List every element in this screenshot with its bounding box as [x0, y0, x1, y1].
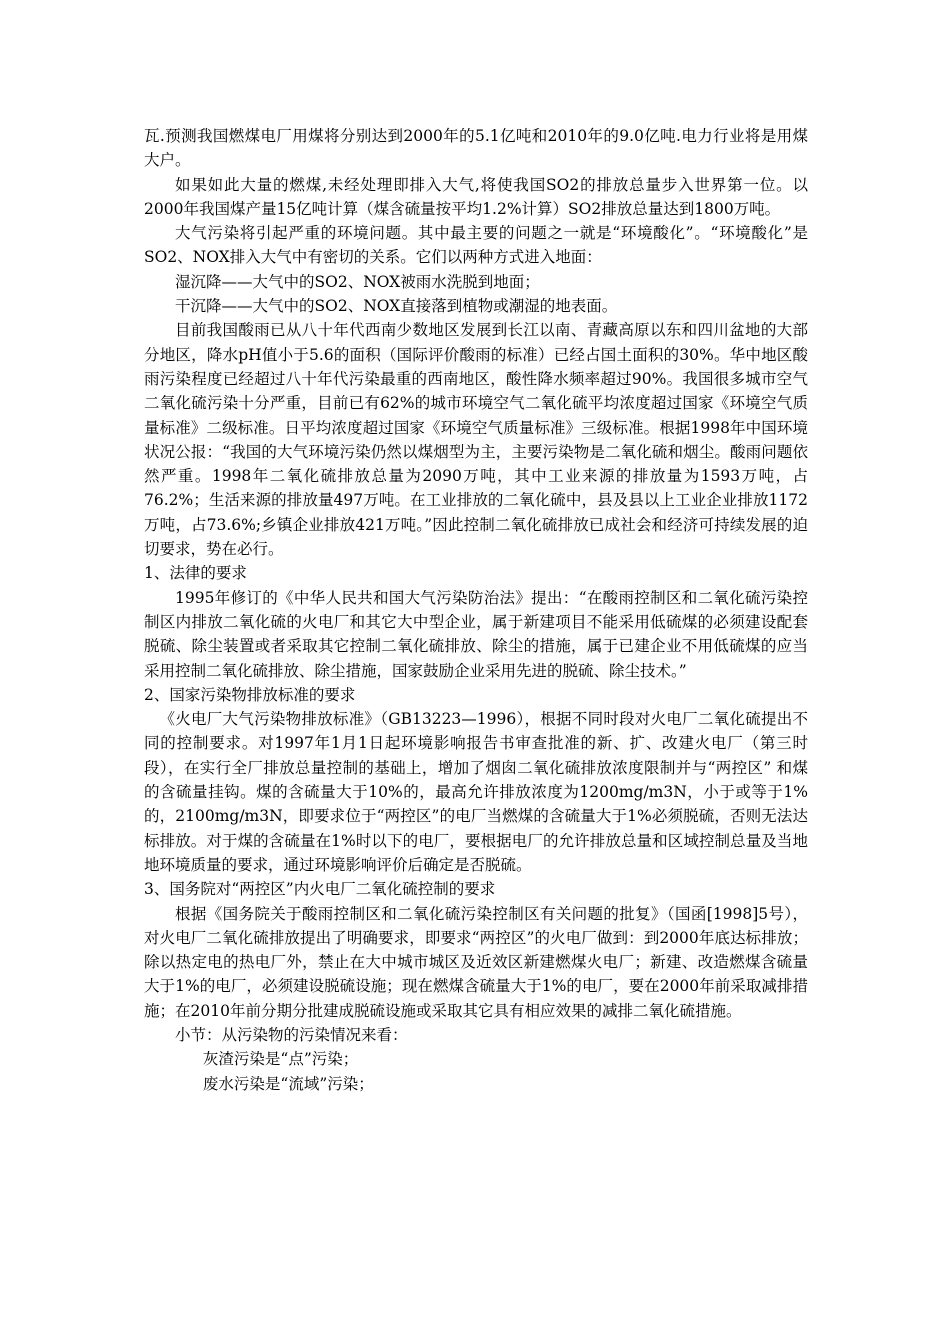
paragraph-state-council-reply: 根据《国务院关于酸雨控制区和二氧化硫污染控制区有关问题的批复》（国函[1998]5号），对火电厂二氧化硫排放提出了明确要求，即要求“两控区”的火电厂做到：到2000年底达标排放；除以热定电的热电厂外，禁止在大中城市城区及近效区新建燃煤火电厂；新建、改造燃煤含硫量大于1%的电厂，必须建设脱硫设施；现在燃煤含硫量大于1%的电厂，要在2000年前采取减排措施；在2010年前分期分批建成脱硫设施或采取其它具有相应效果的减排二氧化硫措施。 [144, 904, 808, 1020]
paragraph-acid-rain-status: 目前我国酸雨已从八十年代西南少数地区发展到长江以南、青藏高原以东和四川盆地的大部分地区，降水pH值小于5.6的面积（国际评价酸雨的标准）已经占国土面积的30%。华中地区酸雨污染程度已经超过八十年代污染最重的西南地区，酸性降水频率超过90%。我国很多城市空气二氧化硫污染十分严重，目前已有62%的城市环境空气二氧化硫平均浓度超过国家《环境空气质量标准》二级标准。日平均浓度超过国家《环境空气质量标准》三级标准。根据1998年中国环境状况公报：“我国的大气环境污染仍然以煤烟型为主，主要污染物是二氧化硫和烟尘。酸雨问题依然严重。1998年二氧化硫排放总量为2090万吨，其中工业来源的排放量为1593万吨，占76.2%；生活来源的排放量497万吨。在工业排放的二氧化硫中，县及县以上工业企业排放1172万吨，占73.6%;乡镇企业排放421万吨。”因此控制二氧化硫排放已成社会和经济可持续发展的迫切要求，势在必行。 [144, 321, 808, 559]
section-heading-legal: 1、法律的要求 [144, 564, 247, 583]
paragraph-summary-intro: 小节：从污染物的污染情况来看： [175, 1025, 408, 1044]
document-page [144, 124, 808, 1096]
paragraph-ash-pollution: 灰渣污染是“点”污染； [202, 1050, 359, 1069]
paragraph-emission-standard: 《火电厂大气污染物排放标准》（GB13223—1996），根据不同时段对火电厂二氧化硫提出不同的控制要求。对1997年1月1日起环境影响报告书审查批准的新、扩、改建火电厂（第三时段），在实行全厂排放总量控制的基础上，增加了烟囱二氧化硫排放浓度限制并与“两控区” 和煤的含硫量挂钩。煤的含硫量大于10%的，最高允许排放浓度为1200mg/m3N，小于或等于1%的，2100mg/m3N，即要求位于“两控区”的电厂当燃煤的含硫量大于1%必须脱硫，否则无法达标排放。对于煤的含硫量在1%时以下的电厂，要根据电厂的允许排放总量和区域控制总量及当地地环境质量的要求，通过环境影响评价后确定是否脱硫。 [144, 710, 808, 874]
paragraph-air-pollution-law: 1995年修订的《中华人民共和国大气污染防治法》提出：“在酸雨控制区和二氧化硫污染控制区内排放二氧化硫的火电厂和其它大中型企业，属于新建项目不能采用低硫煤的必须建设配套脱硫、除尘装置或者采取其它控制二氧化硫排放、除尘的措施，属于已建企业不用低硫煤的应当采用控制二氧化硫排放、除尘措施，国家鼓励企业采用先进的脱硫、除尘技术。” [144, 588, 808, 680]
paragraph-wet-deposition: 湿沉降——大气中的SO2、NOX被雨水洗脱到地面； [175, 272, 540, 291]
paragraph-dry-deposition: 干沉降——大气中的SO2、NOX直接落到植物或潮湿的地表面。 [175, 297, 618, 316]
paragraph-so2-emission: 如果如此大量的燃煤,未经处理即排入大气,将使我国SO2的排放总量步入世界第一位。以2000年我国煤产量15亿吨计算（煤含硫量按平均1.2%计算）SO2排放总量达到1800万吨。 [144, 175, 808, 218]
paragraph-wastewater-pollution: 废水污染是“流域”污染； [202, 1074, 374, 1093]
section-heading-state-council: 3、国务院对“两控区”内火电厂二氧化硫控制的要求 [144, 880, 496, 899]
section-heading-national-standard: 2、国家污染物排放标准的要求 [144, 685, 356, 704]
paragraph-environment-acidification: 大气污染将引起严重的环境问题。其中最主要的问题之一就是“环境酸化”。“环境酸化”是SO2、NOX排入大气中有密切的关系。它们以两种方式进入地面： [144, 224, 808, 267]
paragraph-coal-forecast: 瓦.预测我国燃煤电厂用煤将分别达到2000年的5.1亿吨和2010年的9.0亿吨.电力行业将是用煤大户。 [144, 127, 808, 170]
